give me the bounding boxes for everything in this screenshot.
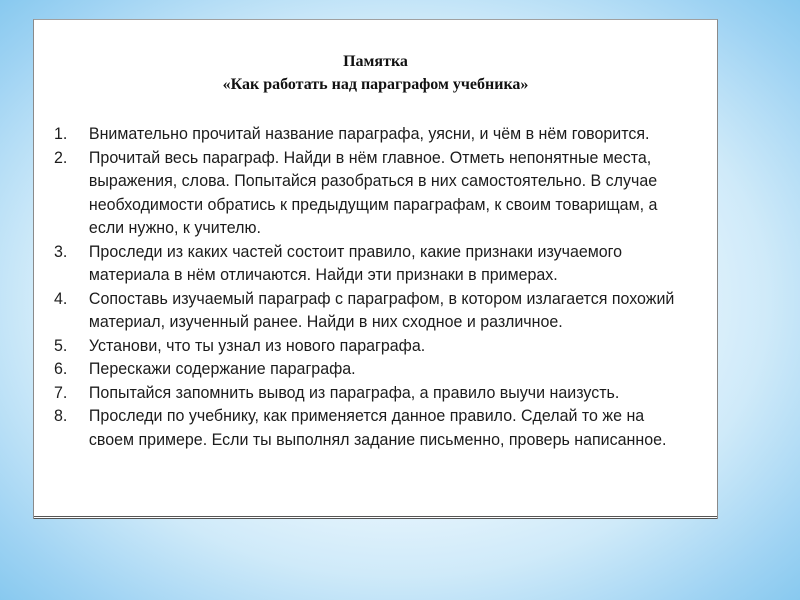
memo-subtitle: «Как работать над параграфом учебника»	[222, 76, 529, 93]
step-text: Прочитай весь параграф. Найди в нём главное. Отметь непонятные места, выражения, слова. Попытайся разобраться в них самостоятельно. В случае необходимости обратись к предыдущим параграфам, к своим товарищам, а если нужно, к учителю.	[88, 148, 658, 237]
memo-step-2	[54, 147, 686, 241]
memo-step-7	[54, 382, 686, 406]
step-text: Проследи по учебнику, как применяется данное правило. Сделай то же на своем примере. Если ты выполнял задание письменно, проверь написанное.	[88, 407, 667, 449]
step-number: 7.	[54, 383, 68, 402]
step-text: Внимательно прочитай название параграфа, уясни, и чём в нём говорится.	[88, 125, 650, 143]
step-text: Установи, что ты узнал из нового параграфа.	[88, 336, 426, 355]
memo-step-1	[54, 123, 686, 147]
sheet-bottom-rule	[34, 516, 717, 519]
memo-step-4	[54, 288, 686, 335]
step-number: 6.	[54, 360, 68, 378]
memo-step-3	[54, 241, 686, 288]
step-number: 3.	[54, 242, 68, 261]
memo-title: Памятка	[343, 53, 408, 70]
memo-step-6	[54, 358, 686, 382]
step-text: Сопоставь изучаемый параграф с параграфом, в котором излагается похожий материал, изученный ранее. Найди в них сходное и различное.	[88, 289, 675, 331]
memo-step-8	[54, 405, 686, 452]
step-number: 2.	[54, 148, 68, 167]
step-number: 4.	[54, 289, 68, 308]
step-number: 8.	[54, 407, 68, 425]
memo-steps-list	[54, 123, 686, 452]
memo-sheet	[33, 19, 718, 519]
step-text: Попытайся запомнить вывод из параграфа, а правило выучи наизусть.	[88, 383, 620, 402]
step-text: Перескажи содержание параграфа.	[88, 360, 356, 378]
step-number: 1.	[54, 125, 68, 143]
step-text: Проследи из каких частей состоит правило, какие признаки изучаемого материала в нём отличаются. Найди эти признаки в примерах.	[88, 242, 623, 284]
step-number: 5.	[54, 336, 68, 355]
memo-step-5	[54, 335, 686, 359]
